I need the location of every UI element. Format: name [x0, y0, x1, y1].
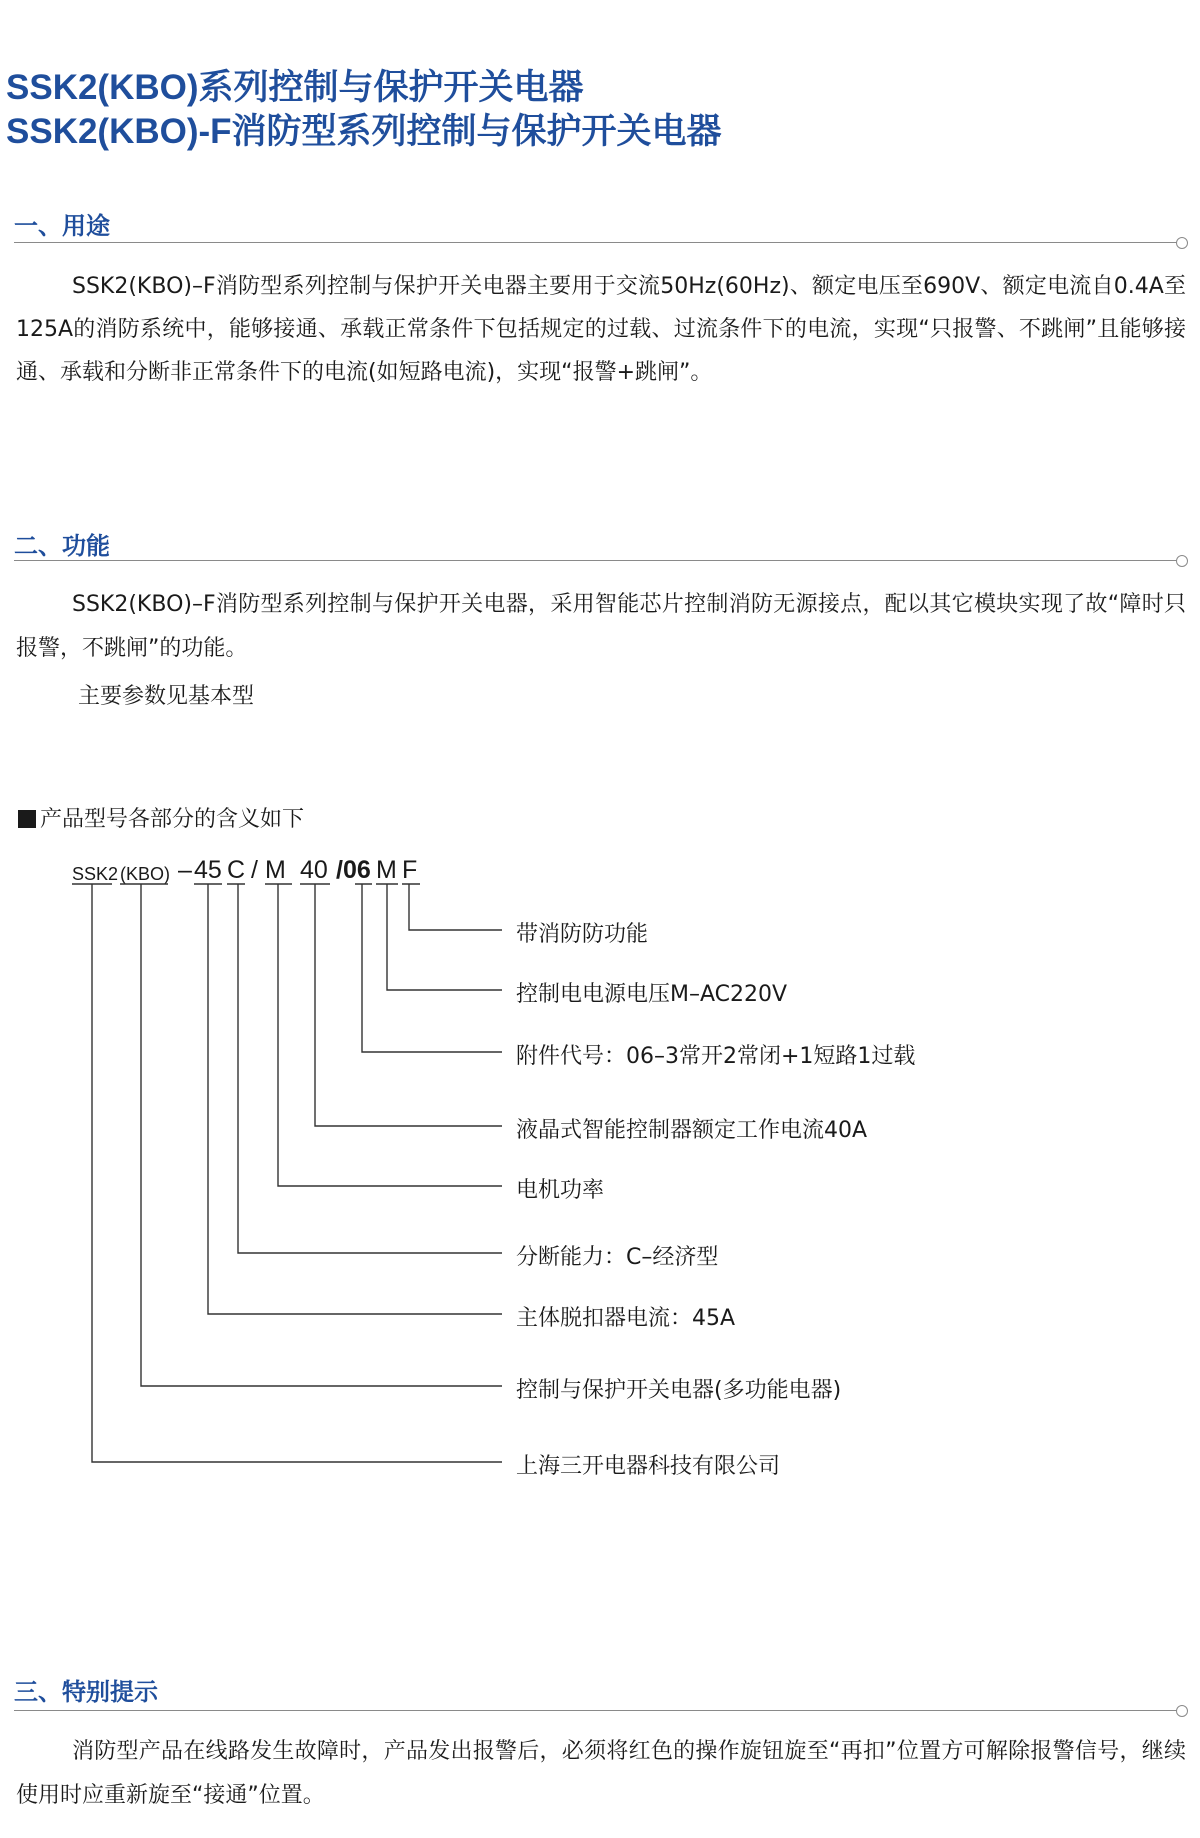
code-current: 45 [194, 856, 222, 884]
label-motor-power: 电机功率 [516, 1178, 605, 1203]
label-device-type: 控制与保护开关电器(多功能电器) [516, 1378, 842, 1403]
main-params-note: 主要参数见基本型 [78, 684, 255, 709]
section-heading-special-notice: 三、特别提示 [14, 1678, 158, 1706]
label-breaking-capacity: 分断能力：C–经济型 [516, 1245, 719, 1270]
section-divider [14, 1710, 1180, 1711]
label-fire-function: 带消防防功能 [516, 922, 649, 947]
title-line-2: SSK2(KBO)-F消防型系列控制与保护开关电器 [6, 112, 722, 151]
label-control-voltage: 控制电电源电压M–AC220V [516, 982, 788, 1007]
code-kbo: (KBO) [120, 864, 171, 884]
code-voltage: M [376, 856, 397, 884]
code-breaking: C [227, 856, 246, 884]
label-accessory-code: 附件代号：06–3常开2常闭+1短路1过载 [516, 1044, 916, 1069]
function-paragraph: SSK2(KBO)–F消防型系列控制与保护开关电器，采用智能芯片控制消防无源接点，配以其它模块实现了故“障时只报警，不跳闸”的功能。 [16, 592, 1186, 661]
code-series: SSK2 [72, 864, 119, 884]
model-meaning-heading-text: 产品型号各部分的含义如下 [40, 807, 305, 832]
label-trip-current: 主体脱扣器电流：45A [516, 1306, 736, 1331]
code-dash: – [178, 856, 192, 884]
special-notice-paragraph: 消防型产品在线路发生故障时，产品发出报警后，必须将红色的操作旋钮旋至“再扣”位置方可解除报警信号，继续使用时应重新旋至“接通”位置。 [16, 1739, 1186, 1808]
code-slash: / [251, 856, 258, 884]
section-heading-usage: 一、用途 [14, 212, 110, 240]
divider-end-circle [1176, 1705, 1188, 1717]
title-line-1: SSK2(KBO)系列控制与保护开关电器 [6, 68, 584, 107]
code-fire: F [402, 856, 418, 884]
code-accessory: /06 [336, 856, 371, 884]
label-lcd-controller: 液晶式智能控制器额定工作电流40A [516, 1118, 868, 1143]
section-heading-function: 二、功能 [14, 532, 110, 560]
code-motor: M [265, 856, 286, 884]
label-manufacturer: 上海三开电器科技有限公司 [516, 1454, 781, 1479]
usage-paragraph: SSK2(KBO)–F消防型系列控制与保护开关电器主要用于交流50Hz(60Hz)、额定电压至690V、额定电流自0.4A至125A的消防系统中，能够接通、承载正常条件下包括规定的过载、过流条件下的电流，实现“只报警、不跳闸”且能够接通、承载和分断非正常条件下的电流(如短路电流)，实现“报警+跳闸”。 [16, 274, 1186, 385]
code-rated-current: 40 [300, 856, 328, 884]
